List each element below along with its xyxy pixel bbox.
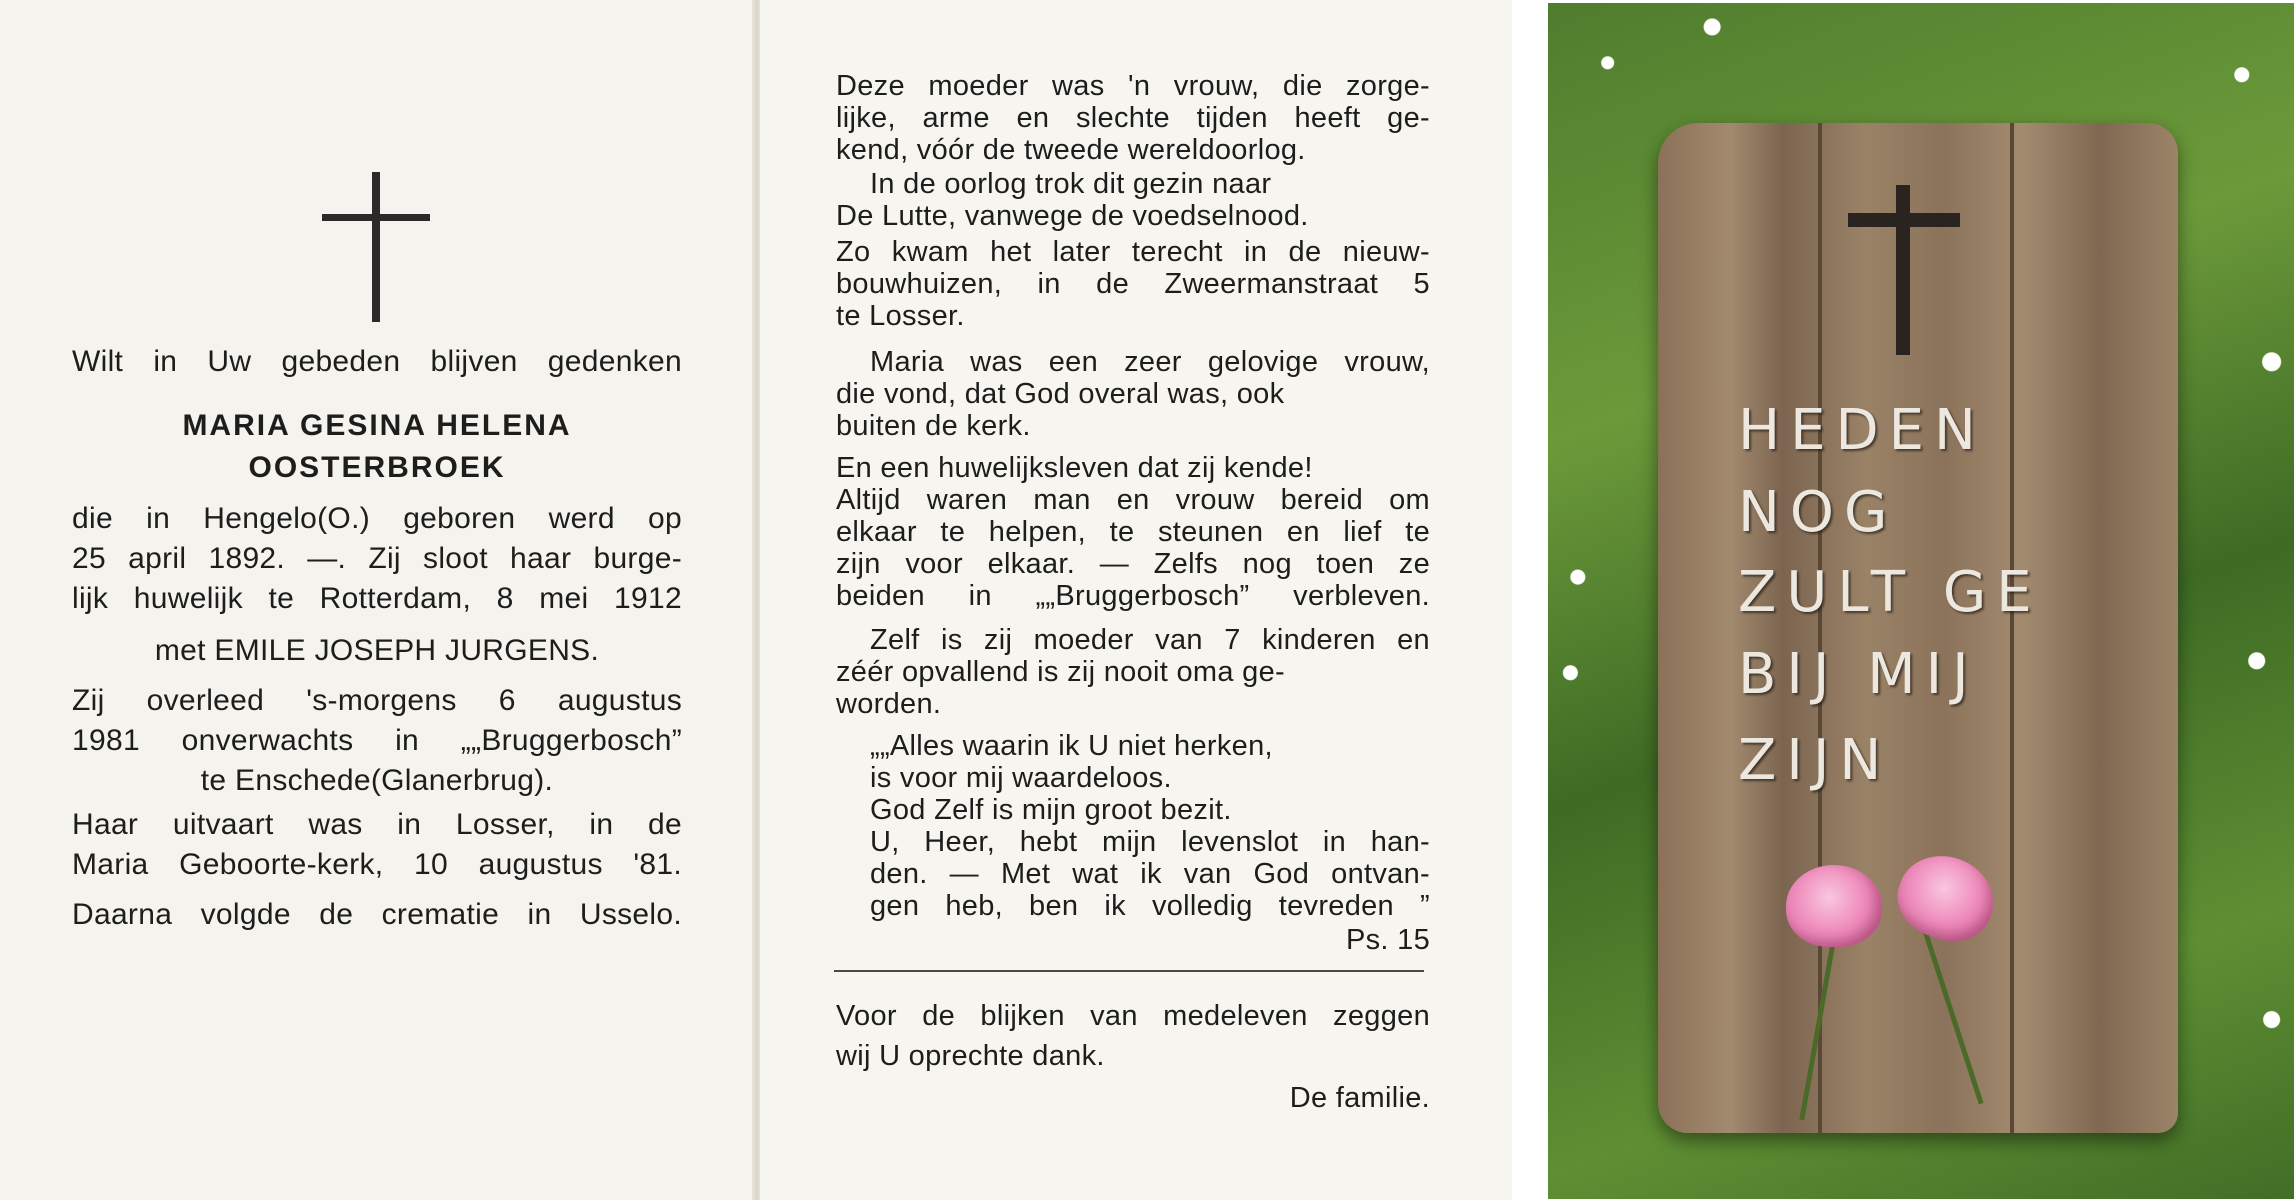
pink-rose [1786, 865, 1882, 947]
text-line: die vond, dat God overal was, ook [836, 378, 1285, 410]
bio-line: met EMILE JOSEPH JURGENS. [154, 634, 600, 667]
family-signature: De familie. [1289, 1082, 1430, 1114]
text-line: Zelf is zij moeder van 7 kinderen en [870, 624, 1430, 656]
card-left-panel [0, 0, 755, 1200]
bio-line: Maria Geboorte-kerk, 10 augustus '81. [72, 848, 682, 881]
carved-text-line: NOG [1738, 480, 1898, 545]
psalm-quote-line: den. — Met wat ik van God ontvan- [870, 858, 1430, 890]
carved-text-line: ZULT GE [1738, 560, 2042, 625]
psalm-quote-line: is voor mij waardeloos. [870, 762, 1172, 794]
text-line: zijn voor elkaar. — Zelfs nog toen ze [836, 548, 1430, 580]
thanks-line: wij U oprechte dank. [836, 1040, 1105, 1072]
text-line: bouwhuizen, in de Zweermanstraat 5 [836, 268, 1430, 300]
bio-line: die in Hengelo(O.) geboren werd op [72, 502, 682, 535]
thanks-line: Voor de blijken van medeleven zeggen [836, 1000, 1430, 1032]
text-line: lijke, arme en slechte tijden heeft ge- [836, 102, 1430, 134]
text-line: beiden in „„Bruggerbosch” verbleven. [836, 580, 1430, 612]
carved-text-line: ZIJN [1738, 728, 1892, 793]
divider-line [834, 970, 1424, 972]
bio-line: Haar uitvaart was in Losser, in de [72, 808, 682, 841]
text-line: In de oorlog trok dit gezin naar [870, 168, 1272, 200]
text-line: En een huwelijksleven dat zij kende! [836, 452, 1313, 484]
text-line: Zo kwam het later terecht in de nieuw- [836, 236, 1430, 268]
deceased-name-line2: OOSTERBROEK [248, 451, 506, 484]
carved-text-line: HEDEN [1738, 398, 1986, 463]
psalm-reference: Ps. 15 [1345, 924, 1430, 956]
psalm-quote-line: gen heb, ben ik volledig tevreden ” [870, 890, 1430, 922]
text-line: worden. [836, 688, 942, 720]
bio-line: Daarna volgde de crematie in Usselo. [72, 898, 682, 931]
bio-line: lijk huwelijk te Rotterdam, 8 mei 1912 [72, 582, 682, 615]
bio-line: te Enschede(Glanerbrug). [200, 764, 554, 797]
cross-icon [322, 172, 430, 322]
carved-text-line: BIJ MIJ [1738, 642, 1979, 707]
pink-rose [1887, 843, 2005, 953]
bio-line: Zij overleed 's-morgens 6 augustus [72, 684, 682, 717]
text-line: Deze moeder was 'n vrouw, die zorge- [836, 70, 1430, 102]
text-line: kend, vóór de tweede wereldoorlog. [836, 134, 1306, 166]
psalm-quote-line: God Zelf is mijn groot bezit. [870, 794, 1232, 826]
rose-stem [1920, 922, 1983, 1104]
psalm-quote-line: U, Heer, hebt mijn levenslot in han- [870, 826, 1430, 858]
text-line: De Lutte, vanwege de voedselnood. [836, 200, 1309, 232]
text-line: Maria was een zeer gelovige vrouw, [870, 346, 1430, 378]
memorial-photo [1548, 3, 2294, 1199]
psalm-quote-line: „„Alles waarin ik U niet herken, [870, 730, 1273, 762]
deceased-name-line1: MARIA GESINA HELENA [182, 409, 572, 442]
text-line: elkaar te helpen, te steunen en lief te [836, 516, 1430, 548]
wooden-board [1658, 123, 2178, 1133]
text-line: te Losser. [836, 300, 965, 332]
text-line: Altijd waren man en vrouw bereid om [836, 484, 1430, 516]
text-line: zéér opvallend is zij nooit oma ge- [836, 656, 1285, 688]
bio-line: 25 april 1892. —. Zij sloot haar burge- [72, 542, 682, 575]
bio-line: 1981 onverwachts in „„Bruggerbosch” [72, 724, 682, 757]
intro-line: Wilt in Uw gebeden blijven gedenken [72, 345, 682, 378]
text-line: buiten de kerk. [836, 410, 1031, 442]
